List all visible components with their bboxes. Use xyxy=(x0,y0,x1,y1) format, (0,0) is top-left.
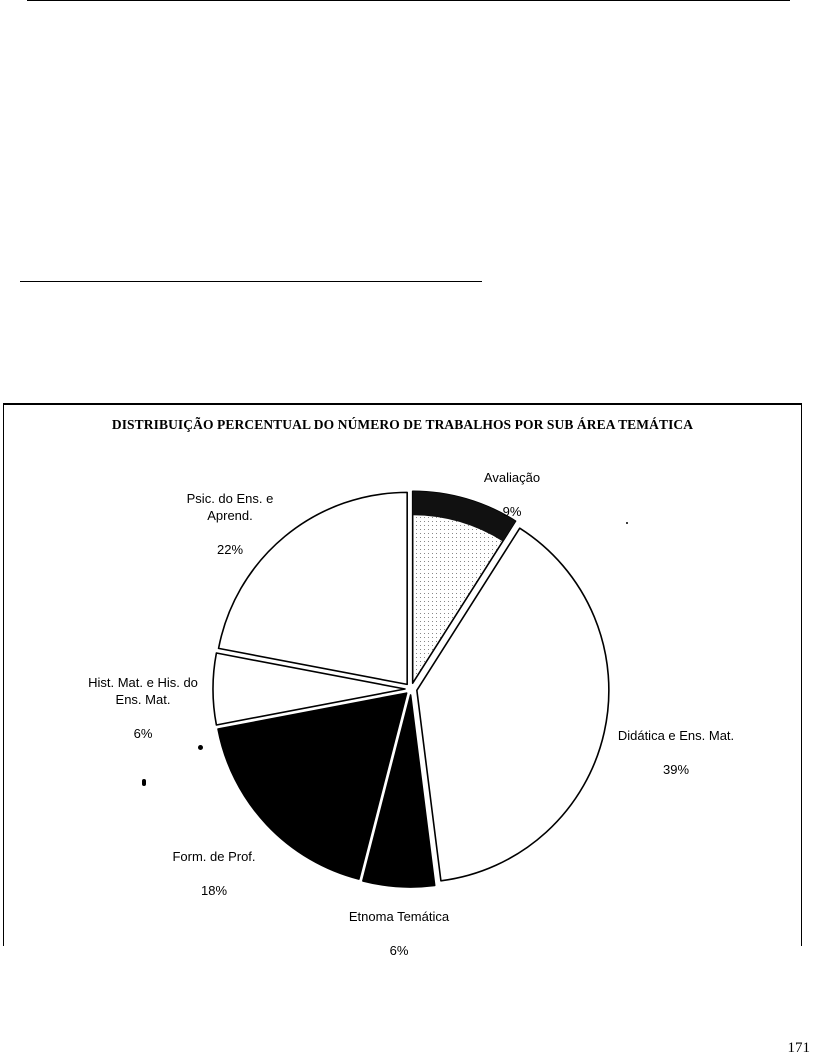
slice-label-name: Hist. Mat. e His. do Ens. Mat. xyxy=(88,675,198,707)
slice-label-percent: 9% xyxy=(502,504,522,519)
slice-label-percent: 18% xyxy=(200,883,228,898)
slice-label-avaliacao xyxy=(452,452,572,537)
slice-label-didatica xyxy=(596,710,756,795)
slice-label-psic xyxy=(160,473,300,575)
chart-frame xyxy=(3,403,802,958)
scan-speck xyxy=(198,745,203,750)
slice-label-hist-mat xyxy=(68,657,218,759)
slice-label-form-prof xyxy=(149,831,279,916)
page-number: 171 xyxy=(787,1040,810,1056)
slice-label-name: Form. de Prof. xyxy=(172,849,256,864)
slice-label-name: Etnoma Temática xyxy=(348,909,450,924)
mid-rule xyxy=(20,281,482,282)
slice-label-percent: 6% xyxy=(133,726,153,741)
slice-label-percent: 6% xyxy=(389,943,409,958)
top-rule xyxy=(27,0,790,1)
slice-label-name: Didática e Ens. Mat. xyxy=(617,728,735,743)
slice-label-percent: 39% xyxy=(662,762,690,777)
chart-title: DISTRIBUIÇÃO PERCENTUAL DO NÚMERO DE TRABALHOS POR SUB ÁREA TEMÁTICA xyxy=(111,417,694,432)
slice-label-name: Psic. do Ens. e Aprend. xyxy=(186,491,274,523)
slice-label-etnomatematica xyxy=(319,891,479,976)
scan-speck xyxy=(142,779,146,786)
slice-label-percent: 22% xyxy=(216,542,244,557)
scan-speck xyxy=(626,522,628,524)
slice-label-name: Avaliação xyxy=(483,470,541,485)
